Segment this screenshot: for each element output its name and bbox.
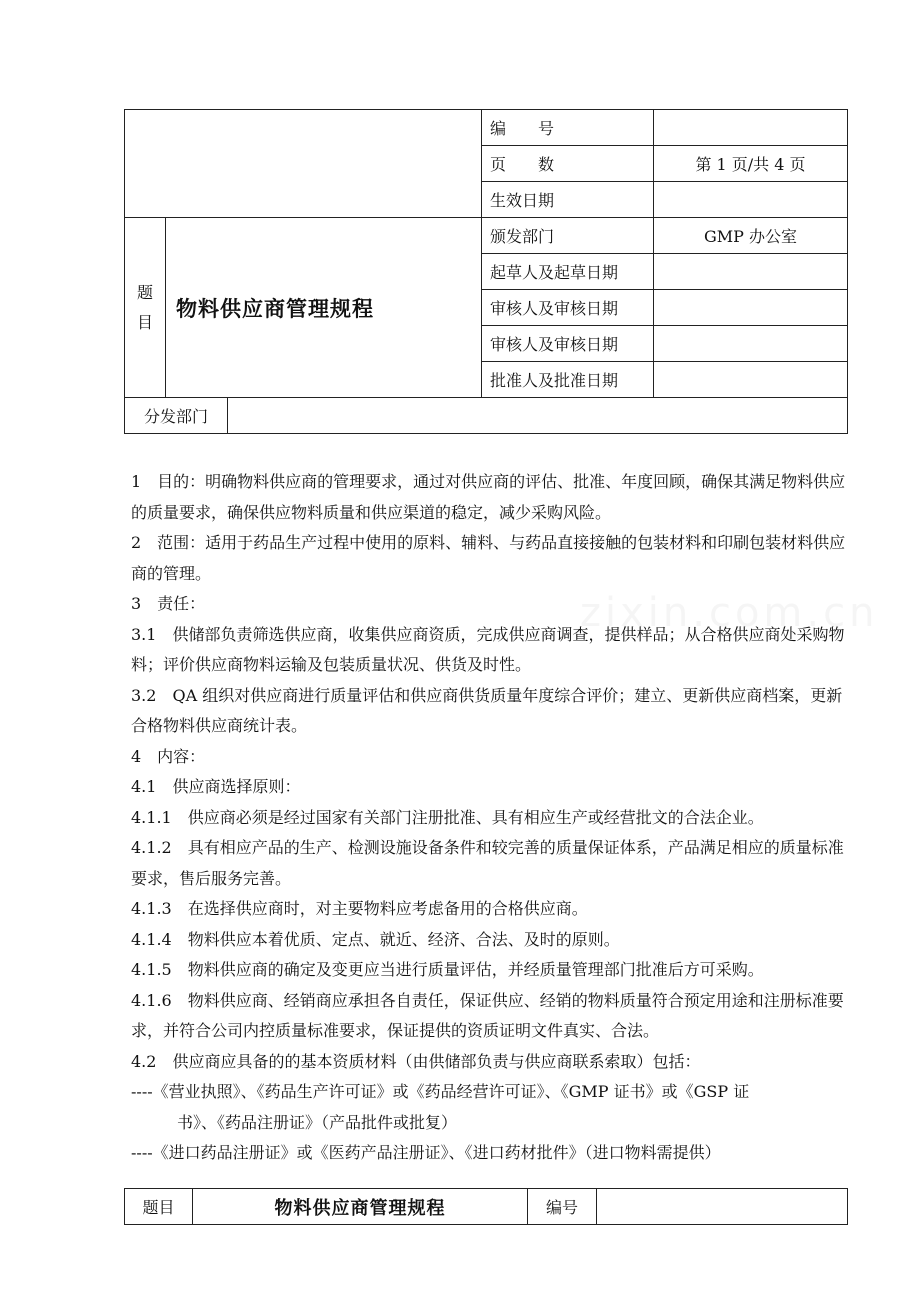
reviewer-value-2 bbox=[654, 326, 848, 362]
approver-label: 批准人及批准日期 bbox=[482, 362, 654, 398]
document-title: 物料供应商管理规程 bbox=[166, 218, 482, 398]
watermark: zixin.com.cn bbox=[580, 590, 879, 636]
approver-value bbox=[654, 362, 848, 398]
paragraph: 4.1 供应商选择原则： bbox=[131, 777, 301, 796]
paragraph: 4.1.6 物料供应商、经销商应承担各自责任，保证供应、经销的物料质量符合预定用途和注册标准要求，并符合公司内控质量标准要求，保证提供的资质证明文件真实、合法。 bbox=[131, 990, 844, 1040]
reviewer-label: 审核人及审核日期 bbox=[482, 290, 654, 326]
distribution-label: 分发部门 bbox=[125, 398, 228, 433]
code-value bbox=[654, 110, 848, 146]
paragraph: 1 目的：明确物料供应商的管理要求，通过对供应商的评估、批准、年度回顾，确保其满足物料供应的质量要求，确保供应物料质量和供应渠道的稳定，减少采购风险。 bbox=[131, 472, 846, 522]
issuer-label: 颁发部门 bbox=[482, 218, 654, 254]
footer-code-label: 编号 bbox=[528, 1189, 597, 1225]
paragraph: 4.1.1 供应商必须是经过国家有关部门注册批准、具有相应生产或经营批文的合法企业。 bbox=[131, 807, 764, 827]
document-header-table bbox=[124, 109, 848, 434]
pages-label: 页 数 bbox=[482, 146, 654, 182]
footer-subject-label: 题目 bbox=[125, 1189, 193, 1225]
reviewer-label-2: 审核人及审核日期 bbox=[482, 326, 654, 362]
paragraph: 3 责任： bbox=[131, 594, 206, 613]
paragraph: 4.1.5 物料供应商的确定及变更应当进行质量评估，并经质量管理部门批准后方可采购。 bbox=[131, 960, 764, 979]
distribution-row bbox=[125, 398, 848, 434]
effective-date-value bbox=[654, 182, 848, 218]
paragraph: 4.1.3 在选择供应商时，对主要物料应考虑备用的合格供应商。 bbox=[131, 899, 588, 918]
logo-area bbox=[125, 110, 482, 218]
subject-label: 题 目 bbox=[125, 218, 166, 398]
paragraph: 2 范围：适用于药品生产过程中使用的原料、辅料、与药品直接接触的包装材料和印刷包装材料供应商的管理。 bbox=[131, 533, 846, 583]
footer-title: 物料供应商管理规程 bbox=[193, 1189, 528, 1225]
effective-date-label: 生效日期 bbox=[482, 182, 654, 218]
document-body bbox=[131, 467, 855, 1169]
paragraph: 4.1.4 物料供应本着优质、定点、就近、经济、合法、及时的原则。 bbox=[131, 929, 620, 949]
distribution-value bbox=[228, 398, 847, 433]
paragraph: 3.1 供储部负责筛选供应商，收集供应商资质，完成供应商调查，提供样品；从合格供应商处采购物料；评价供应商物料运输及包装质量状况、供货及时性。 bbox=[131, 624, 845, 674]
issuer-value: GMP 办公室 bbox=[654, 218, 848, 254]
paragraph: 3.2 QA 组织对供应商进行质量评估和供应商供货质量年度综合评价；建立、更新供应商档案，更新合格物料供应商统计表。 bbox=[131, 685, 843, 735]
list-item-continuation: 书》、《药品注册证》（产品批件或批复） bbox=[177, 1112, 458, 1132]
list-item: ----《进口药品注册证》或《医药产品注册证》、《进口药材批件》（进口物料需提供） bbox=[131, 1143, 721, 1162]
paragraph: 4 内容： bbox=[131, 746, 206, 766]
drafter-label: 起草人及起草日期 bbox=[482, 254, 654, 290]
footer-table bbox=[124, 1188, 848, 1225]
reviewer-value bbox=[654, 290, 848, 326]
pages-value: 第 1 页/共 4 页 bbox=[654, 146, 848, 182]
code-label: 编 号 bbox=[482, 110, 654, 146]
paragraph: 4.2 供应商应具备的的基本资质材料（由供储部负责与供应商联系索取）包括： bbox=[131, 1051, 701, 1071]
footer-code-value bbox=[597, 1189, 848, 1225]
list-item: ----《营业执照》、《药品生产许可证》或《药品经营许可证》、《GMP 证书》或《GSP 证 bbox=[131, 1082, 750, 1101]
paragraph: 4.1.2 具有相应产品的生产、检测设施设备条件和较完善的质量保证体系，产品满足相应的质量标准要求，售后服务完善。 bbox=[131, 838, 844, 888]
drafter-value bbox=[654, 254, 848, 290]
